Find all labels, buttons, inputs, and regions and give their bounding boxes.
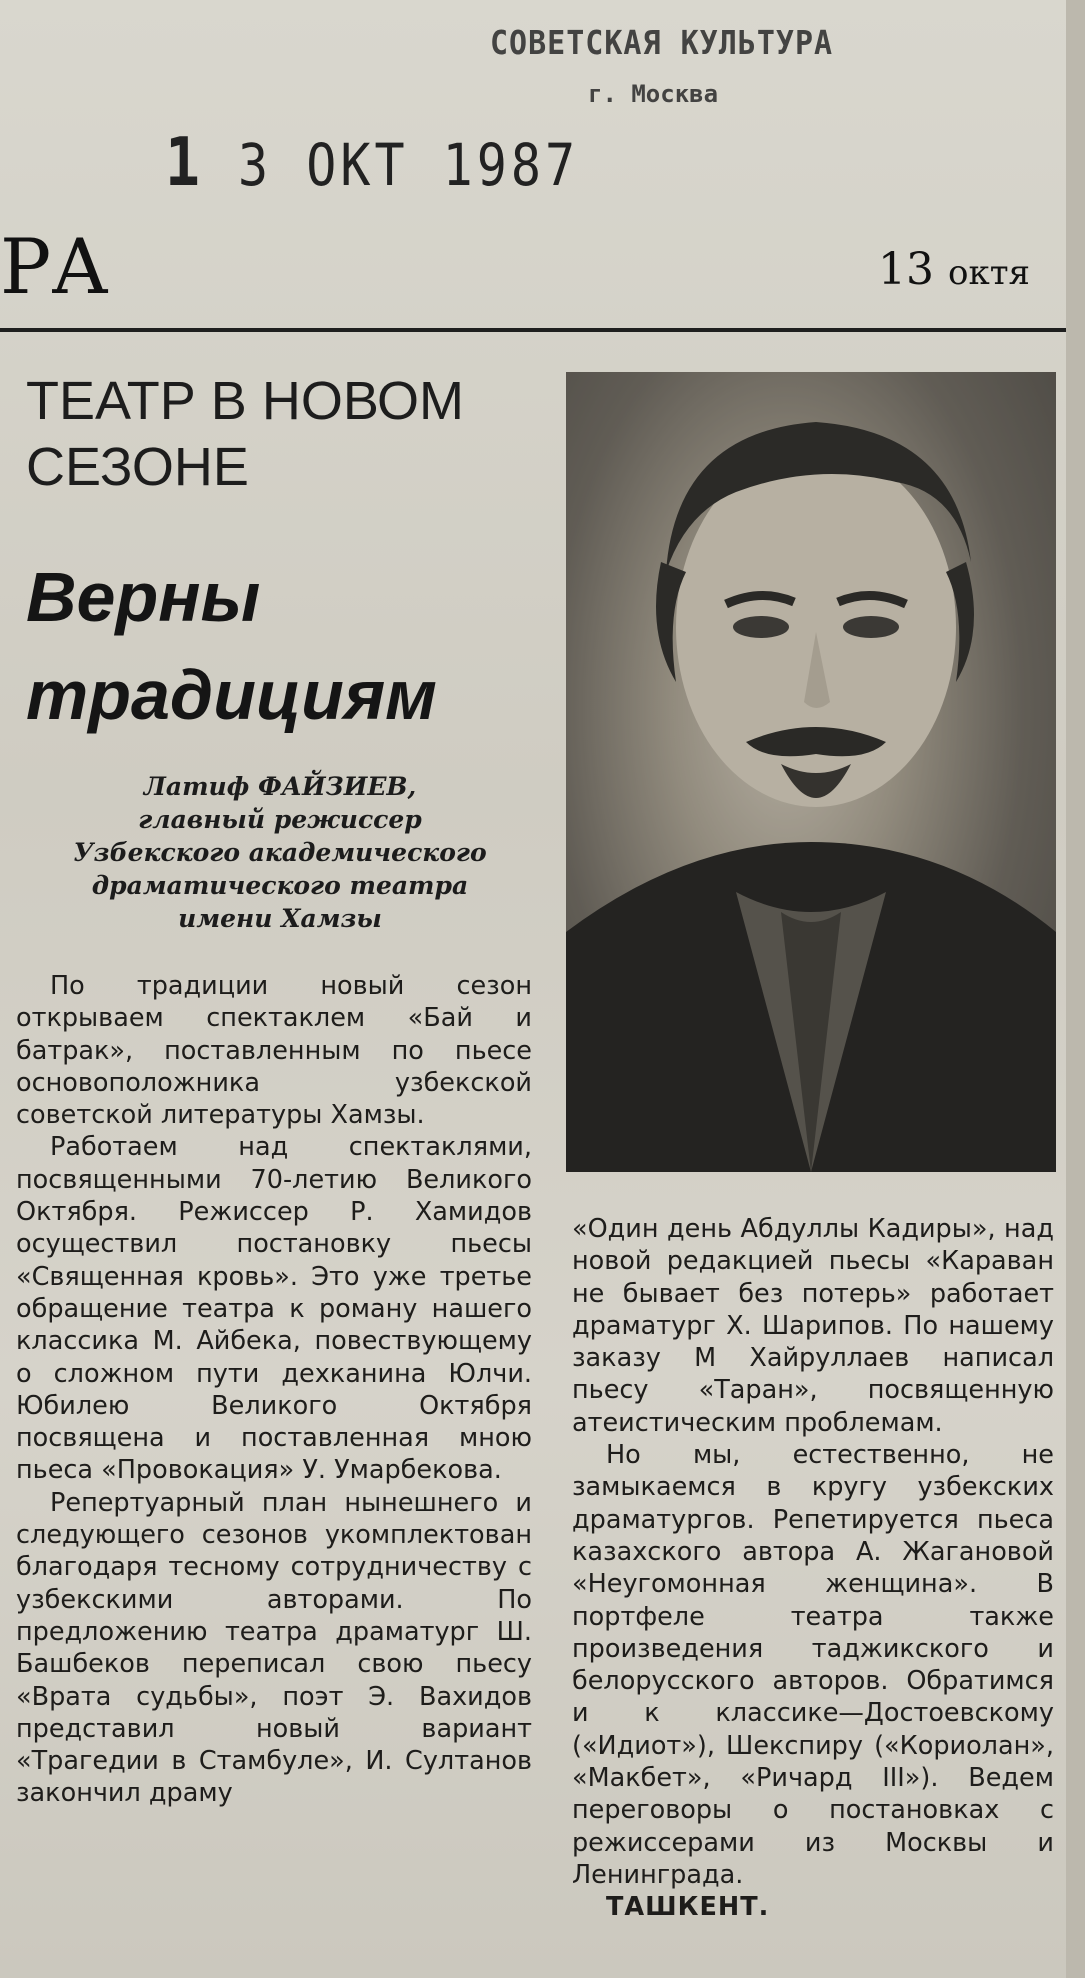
byline-line: драматического театра xyxy=(91,871,469,900)
title-line-2: традициям xyxy=(26,656,437,734)
masthead-fragment: РА xyxy=(0,222,109,311)
article-paragraph: «Один день Абдуллы Кадиры», над новой редакцией пьесы «Караван не бывает без потерь» работает драматург Х. Шарипов. По нашему заказу М Хайруллаев написал пьесу «Таран», посвященную атеистическим проблемам. xyxy=(572,1214,1054,1438)
article-column-left xyxy=(16,970,532,1810)
article-signoff: ТАШКЕНТ. xyxy=(606,1892,770,1923)
rubric-line-1: ТЕАТР В НОВОМ xyxy=(26,371,465,431)
masthead-date-number: 13 xyxy=(878,244,934,295)
date-stamp xyxy=(165,123,579,201)
article-signoff-line xyxy=(572,1891,1054,1923)
byline-line: главный режиссер xyxy=(138,805,422,834)
rubric-heading xyxy=(26,368,546,500)
byline-line: имени Хамзы xyxy=(178,904,382,933)
article-column-right xyxy=(572,1213,1054,1924)
title-line-1: Верны xyxy=(26,558,261,636)
city-stamp: г. Москва xyxy=(588,80,719,108)
portrait-illustration xyxy=(566,372,1056,1172)
rubric-line-2: СЕЗОНЕ xyxy=(26,437,249,497)
masthead-rule xyxy=(0,328,1066,332)
author-byline xyxy=(20,770,540,935)
byline-line: Латиф ФАЙЗИЕВ, xyxy=(143,772,417,801)
article-paragraph: Работаем над спектаклями, посвященными 70-летию Великого Октября. Режиссер Р. Хамидов осуществил постановку пьесы «Священная кровь». Это уже третье обращение театра к роману нашего классика М. Айбека, повествующему о сложном пути дехканина Юлчи. Юбилею Великого Октября посвящена и поставленная мною пьеса «Провокация» У. Умарбекова. xyxy=(16,1132,532,1486)
article-paragraph: Но мы, естественно, не замыкаемся в кругу узбекских драматургов. Репетируется пьеса казахского автора А. Жагановой «Неугомонная женщина». В портфеле театра также произведения таджикского и белорусского авторов. Обратимся и к классике—Достоевскому («Идиот»), Шекспиру («Кориолан», «Макбет», «Ричард III»). Ведем переговоры о постановках с режиссерами из Москвы и Ленинграда. xyxy=(572,1440,1054,1890)
date-stamp-rest: 3 ОКТ 1987 xyxy=(238,132,580,199)
masthead-date-month: октя xyxy=(948,253,1030,293)
article-title xyxy=(26,548,566,744)
article-paragraph: По традиции новый сезон открываем спектаклем «Бай и батрак», поставленным по пьесе основоположника узбекской советской литературы Хамзы. xyxy=(16,971,532,1131)
author-portrait-photo xyxy=(566,372,1056,1172)
publication-stamp: СОВЕТСКАЯ КУЛЬТУРА xyxy=(490,24,834,63)
byline-line: Узбекского академического xyxy=(73,838,487,867)
article-paragraph: Репертуарный план нынешнего и следующего сезонов укомплектован благодаря тесному сотрудничеству с узбекскими авторами. По предложению театра драматург Ш. Башбеков переписал свою пьесу «Врата судьбы», поэт Э. Вахидов представил новый вариант «Трагедии в Стамбуле», И. Султанов закончил драму xyxy=(16,1487,532,1809)
date-stamp-day-prefix: 1 xyxy=(165,122,204,202)
masthead-date xyxy=(878,244,1030,295)
scan-border xyxy=(1066,0,1085,1978)
